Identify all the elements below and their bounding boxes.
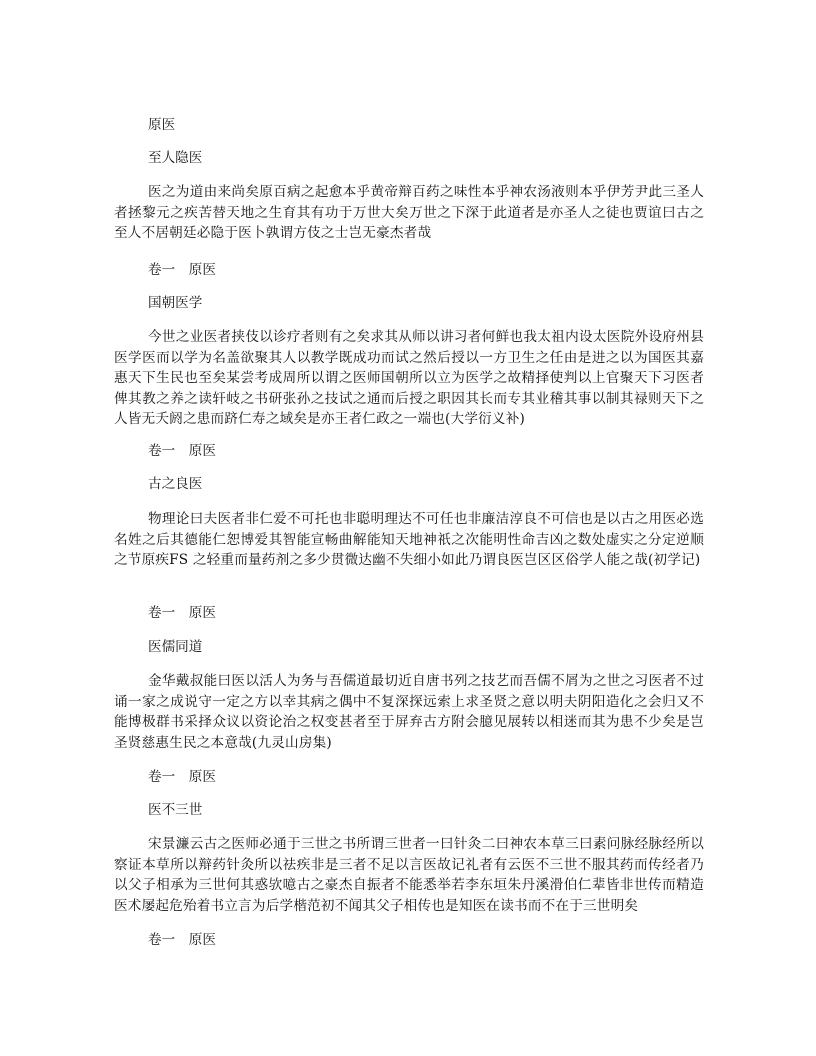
body-paragraph: 金华戴叔能曰医以活人为务与吾儒道最切近自唐书列之技艺而吾儒不屑为之世之习医者不过诵一家之成说守一定之方以幸其病之偶中不复深探远索上求圣贤之意以明夫阴阳造化之会归又不能博极群书采择众议以资论治之权变甚者至于屏弃古方附会臆见展转以相迷而其为患不少矣是岂圣贤慈惠生民之本意哉(九灵山房集) <box>114 673 704 751</box>
body-paragraph: 医之为道由来尚矣原百病之起愈本乎黄帝辩百药之味性本乎神农汤液则本乎伊芳尹此三圣人者拯黎元之疾苦替天地之生育其有功于万世大矣万世之下深于此道者是亦圣人之徒也贾谊曰古之至人不居朝廷必隐于医卜孰谓方伎之士岂无豪杰者哉 <box>114 184 704 241</box>
section-heading: 卷一 原医 <box>148 443 216 459</box>
body-paragraph: 今世之业医者挟伎以诊疗者则有之矣求其从师以讲习者何鲜也我太祖内设太医院外设府州县医学医而以学为名盖欲聚其人以教学既成功而试之然后授以一方卫生之任由是进之以为国医其嘉惠天下生民也至矣某尝考成周所以谓之医师国朝所以立为医学之故精择使判以上官聚天下习医者俾其教之养之读轩岐之书研张孙之技试之通而后授之职因其长而专其业稽其事以制其禄则天下之人皆无夭阏之患而跻仁寿之域矣是亦王者仁政之一端也(大学衍义补) <box>114 329 704 427</box>
body-paragraph: 物理论曰夫医者非仁爱不可托也非聪明理达不可任也非廉洁淳良不可信也是以古之用医必选名姓之后其德能仁恕博爱其智能宣畅曲解能知天地神祇之次能明性命吉凶之数处虚实之分定逆顺之节原疾FS 之轻重而量药剂之多少贯微达幽不失细小如此乃谓良医岂区区俗学人能之哉(初学记) <box>114 511 704 568</box>
section-heading: 卷一 原医 <box>148 262 216 278</box>
section-heading: 医儒同道 <box>148 639 203 655</box>
section-heading: 国朝医学 <box>148 295 203 311</box>
section-heading: 卷一 原医 <box>148 932 216 948</box>
section-heading: 卷一 原医 <box>148 605 216 621</box>
section-heading: 原医 <box>148 117 176 133</box>
section-heading: 古之良医 <box>148 476 203 492</box>
body-paragraph: 宋景濂云古之医师必通于三世之书所谓三世者一曰针灸二曰神农本草三曰素问脉经脉经所以察证本草所以辩药针灸所以祛疾非是三者不足以言医故记礼者有云医不三世不服其药而传经者乃以父子相承为三世何其惑欤噫古之豪杰自振者不能悉举若李东垣朱丹溪滑伯仁辈皆非世传而精造医术屡起危殆着书立言为后学楷范初不闻其父子相传也是知医在读书而不在于三世明矣 <box>114 836 704 914</box>
section-heading: 卷一 原医 <box>148 769 216 785</box>
section-heading: 医不三世 <box>148 802 203 818</box>
section-heading: 至人隐医 <box>148 150 203 166</box>
